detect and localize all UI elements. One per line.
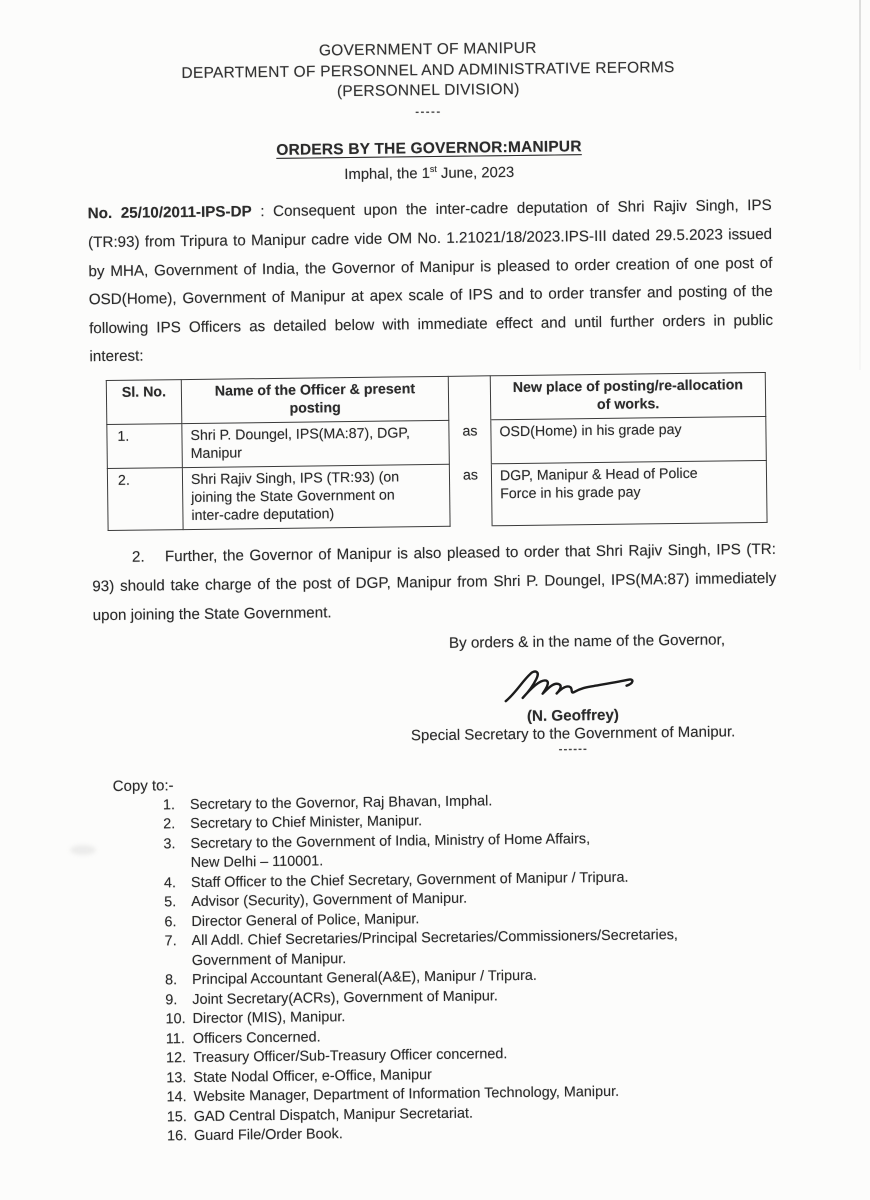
signature-block xyxy=(392,660,753,757)
cell-officer: Shri P. Doungel, IPS(MA:87), DGP, Manipur xyxy=(182,420,450,467)
cell-conjunction: as xyxy=(449,464,492,527)
item-text: Guard File/Order Book. xyxy=(193,1126,343,1145)
dateline-ordinal-suffix: st xyxy=(429,163,437,174)
item-text: Treasury Officer/Sub-Treasury Officer concerned. xyxy=(192,1046,508,1067)
order-reference-number: No. 25/10/2011-IPS-DP xyxy=(87,203,252,223)
letterhead-government: GOVERNMENT OF MANIPUR xyxy=(318,39,537,60)
table-row xyxy=(107,460,767,530)
by-orders-line: By orders & in the name of the Governor, xyxy=(448,631,726,652)
item-number: 15. xyxy=(166,1108,187,1125)
cell-new-posting: OSD(Home) in his grade pay xyxy=(491,416,767,463)
item-text: Website Manager, Department of Information Technology, Manipur. xyxy=(193,1083,620,1106)
dateline-prefix: Imphal, the 1 xyxy=(344,165,430,183)
cell-conjunction: as xyxy=(449,420,492,465)
item-number: 3. xyxy=(163,835,176,852)
item-text: Director (MIS), Manipur. xyxy=(192,1009,346,1028)
item-text: Secretary to Chief Minister, Manipur. xyxy=(190,813,423,833)
item-number: 7. xyxy=(164,933,177,950)
second-order-text: Further, the Governor of Manipur is also pleased to order that Shri Rajiv Singh, IPS (TR: 93) should take charge of the post of DGP, Manipur from Shri P. Doungel, IPS(MA:87) immediately upon joining the State Government. xyxy=(92,540,777,625)
order-title-text: ORDERS BY THE GOVERNOR:MANIPUR xyxy=(276,137,582,159)
cell-new-posting: DGP, Manipur & Head of Police Force in his grade pay xyxy=(491,460,767,525)
letterhead-department: DEPARTMENT OF PERSONNEL AND ADMINISTRATIVE REFORMS xyxy=(181,58,675,82)
col-header-conjunction xyxy=(448,376,491,421)
col-header-sl-no: Sl. No. xyxy=(106,380,182,425)
order-body-text: : Consequent upon the inter-cadre deputation of Shri Rajiv Singh, IPS (TR:93) from Tripura to Manipur cadre vide OM No. 1.21021/18/2023.IPS-III dated 29.5.2023 issued by MHA, Government of India, the Governor of Manipur is pleased to order creation of one post of OSD(Home), Government of Manipur at apex scale of IPS and to order transfer and posting of the following IPS Officers as detailed below with immediate effect and until further orders in public interest: xyxy=(87,197,774,366)
letterhead-division: (PERSONNEL DIVISION) xyxy=(336,80,520,101)
item-text: Secretary to the Government of India, Ministry of Home Affairs, New Delhi – 110001. xyxy=(190,830,591,872)
item-text: Staff Officer to the Chief Secretary, Government of Manipur / Tripura. xyxy=(190,869,629,891)
item-number: 13. xyxy=(166,1069,187,1086)
item-text: Director General of Police, Manipur. xyxy=(191,910,420,930)
paragraph-number: 2. xyxy=(131,548,145,566)
item-text: GAD Central Dispatch, Manipur Secretariat. xyxy=(193,1105,473,1125)
item-text: Principal Accountant General(A&E), Manipur / Tripura. xyxy=(192,967,537,989)
item-text: All Addl. Chief Secretaries/Principal Secretaries/Commissioners/Secretaries, Government of Manipur. xyxy=(191,927,678,969)
item-text: Joint Secretary(ACRs), Government of Manipur. xyxy=(192,987,498,1008)
cell-sl-no: 1. xyxy=(107,424,183,469)
dateline-suffix: June, 2023 xyxy=(436,164,515,182)
item-number: 10. xyxy=(165,1011,186,1028)
col-header-officer: Name of the Officer & present posting xyxy=(181,376,449,423)
item-number: 6. xyxy=(164,913,177,930)
item-number: 2. xyxy=(163,816,176,833)
signatory-name: (N. Geoffrey) xyxy=(526,706,619,725)
letterhead xyxy=(86,36,771,123)
item-number: 14. xyxy=(166,1089,187,1106)
item-text: Advisor (Security), Government of Manipur. xyxy=(191,890,468,911)
item-number: 8. xyxy=(165,972,178,989)
item-number: 9. xyxy=(165,991,178,1008)
item-number: 5. xyxy=(164,894,177,911)
cell-officer: Shri Rajiv Singh, IPS (TR:93) (on joining the State Government on inter-cadre deputation) xyxy=(182,464,450,529)
copy-to-list xyxy=(95,788,783,1147)
letterhead-separator-dashes: ----- xyxy=(415,105,442,118)
item-number: 16. xyxy=(166,1128,188,1145)
order-body-paragraph xyxy=(88,192,774,372)
cell-sl-no: 2. xyxy=(107,468,183,531)
item-number: 1. xyxy=(162,796,176,813)
item-number: 12. xyxy=(165,1050,187,1067)
item-text: Officers Concerned. xyxy=(192,1029,321,1047)
copy-to-label: Copy to:- xyxy=(112,776,174,795)
posting-table xyxy=(106,372,768,531)
item-number: 11. xyxy=(165,1030,185,1047)
col-header-new-posting: New place of posting/re-allocation of works. xyxy=(490,372,766,419)
item-text: Secretary to the Governor, Raj Bhavan, Imphal. xyxy=(189,792,493,813)
signature-separator-dashes: ------ xyxy=(558,742,588,756)
signatory-designation: Special Secretary to the Government of Manipur. xyxy=(410,722,736,744)
handwritten-signature xyxy=(497,661,648,707)
second-order-paragraph xyxy=(92,535,777,631)
item-number: 4. xyxy=(163,874,177,891)
item-text: State Nodal Officer, e-Office, Manipur xyxy=(193,1066,433,1086)
